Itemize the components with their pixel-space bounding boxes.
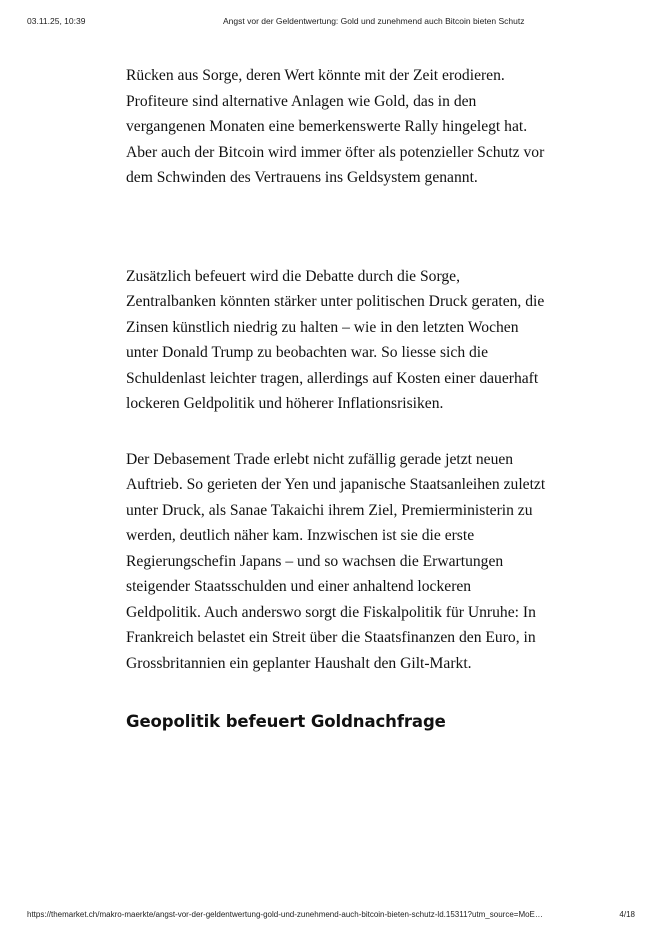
print-header <box>27 14 635 28</box>
print-source-url[interactable]: https://themarket.ch/makro-maerkte/angst-vor-der-geldentwertung-gold-und-zunehmend-auch-bitcoin-bieten-schutz-ld.15311?utm_source=MoE… <box>27 910 543 919</box>
article-paragraph: Der Debasement Trade erlebt nicht zufällig gerade jetzt neuen Auftrieb. So gerieten der Yen und japanische Staatsanleihen zuletzt unter Druck, als Sanae Takaichi ihrem Ziel, Premierministerin zu werden, deutlich näher kam. Inzwischen ist sie die erste Regierungschefin Japans – und so wachsen die Erwartungen steigender Staatsschulden und einer anhaltend lockeren Geldpolitik. Auch anderswo sorgt die Fiskalpolitik für Unruhe: In Frankreich belastet ein Streit über die Staatsfinanzen den Euro, in Grossbritannien ein geplanter Haushalt den Gilt-Markt. <box>126 450 546 672</box>
print-datetime: 03.11.25, 10:39 <box>27 16 86 26</box>
article-body <box>126 63 546 734</box>
article-paragraph: Rücken aus Sorge, deren Wert könnte mit der Zeit erodieren. Profiteure sind alternative Anlagen wie Gold, das in den vergangenen Monaten eine bemerkenswerte Rally hingelegt hat. Aber auch der Bitcoin wird immer öfter als potenzieller Schutz vor dem Schwinden des Vertrauens ins Geldsystem genannt. <box>126 67 545 186</box>
article-subheading: Geopolitik befeuert Goldnachfrage <box>126 712 446 731</box>
article-paragraph: Zusätzlich befeuert wird die Debatte durch die Sorge, Zentralbanken könnten stärker unter politischen Druck geraten, die Zinsen künstlich niedrig zu halten – wie in den letzten Wochen unter Donald Trump zu beobachten war. So liesse sich die Schuldenlast leichter tragen, allerdings auf Kosten einer dauerhaft lockeren Geldpolitik und höherer Inflationsrisiken. <box>126 267 545 412</box>
print-page-number: 4/18 <box>619 910 635 919</box>
print-footer <box>27 908 635 922</box>
print-document-title: Angst vor der Geldentwertung: Gold und zunehmend auch Bitcoin bieten Schutz <box>223 16 525 26</box>
